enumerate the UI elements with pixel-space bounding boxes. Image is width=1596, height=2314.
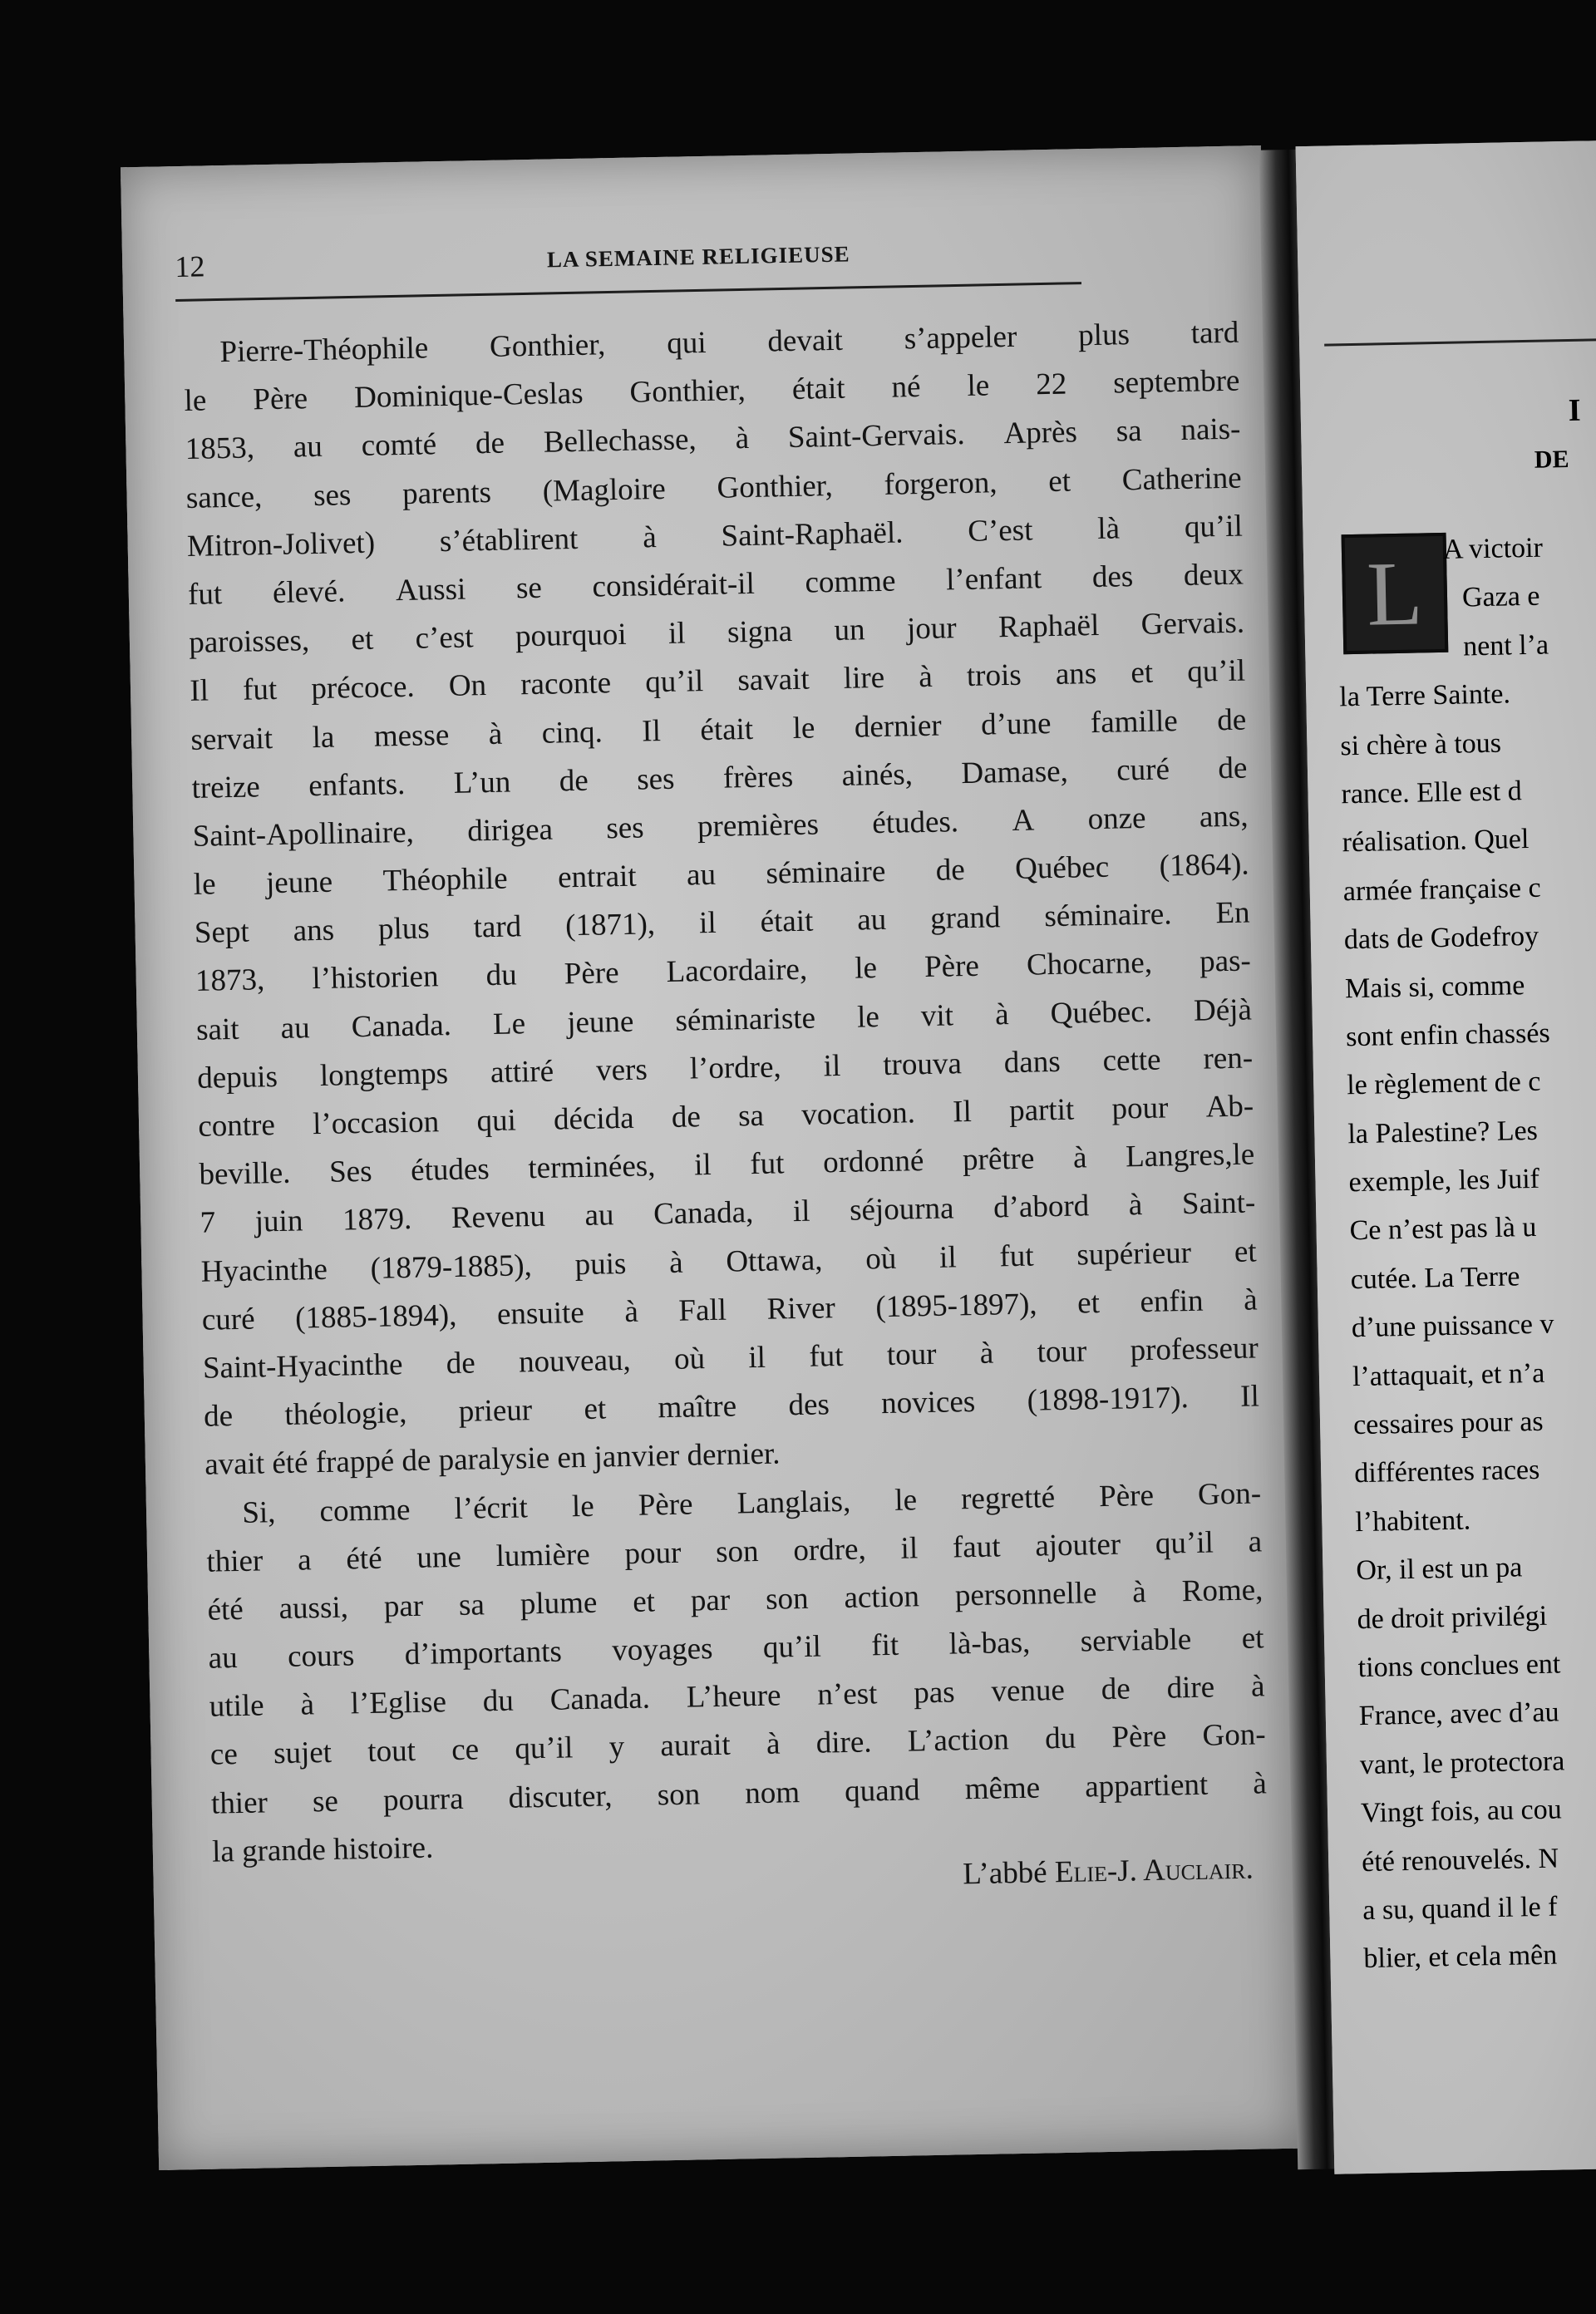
right-text-line: sont enfin chassés [1345,1017,1550,1053]
text-line: de théologie, prieur et maître des novices (1898-1917). Il [203,1379,1260,1434]
text-line: fut élevé. Aussi se considérait-il comme l’enfant des deux [187,557,1244,612]
right-text-line: armée française c [1342,872,1541,908]
right-text-line: tions conclues ent [1357,1648,1561,1684]
right-header-rule [1324,337,1596,347]
text-line: la grande histoire. [211,1830,434,1869]
text-line: depuis longtemps attiré vers l’ordre, il trouva dans cette ren- [196,1041,1254,1095]
text-line: le jeune Théophile entrait au séminaire de Québec (1864). [193,847,1249,902]
running-title: LA SEMAINE RELIGIEUSE [546,241,850,273]
text-line: 1873, l’historien du Père Lacordaire, le Père Chocarne, pas- [195,943,1252,999]
right-heading-2: DE [1534,445,1569,474]
text-line: Saint-Hyacinthe de nouveau, où il fut tour à tour professeur [202,1331,1259,1386]
text-line: sait au Canada. Le jeune séminariste le vit à Québec. Déjà [195,992,1253,1047]
right-heading-1: I [1568,392,1581,428]
right-text-line: la Terre Sainte. [1338,678,1511,713]
right-text-line: l’habitent. [1355,1504,1471,1538]
right-text-line: de droit privilégi [1357,1600,1548,1635]
signature-prefix: L’abbé [962,1855,1056,1892]
article-body [183,309,1268,1913]
right-text-line: Vingt fois, au cou [1360,1794,1562,1829]
right-page [1296,140,1596,2174]
signature-name: Elie-J. Auclair. [1054,1851,1254,1890]
right-text-line: été renouvelés. N [1361,1843,1559,1878]
text-line: treize enfants. L’un de ses frères ainés, Damase, curé de [191,751,1248,805]
right-text-line: Gaza e [1461,581,1540,613]
text-line: au cours d’importants voyages qu’il fit là-bas, serviable et [208,1621,1264,1676]
right-text-line: si chère à tous [1340,727,1502,761]
text-line: été aussi, par sa plume et par son action personnelle à Rome, [207,1573,1264,1627]
right-page-text [1336,524,1574,1984]
text-line: paroisses, et c’est pourquoi il signa un jour Raphaël Gervais. [188,605,1245,661]
right-text-line: exemple, les Juif [1348,1163,1540,1199]
text-line: avait été frappé de paralysie en janvier dernier. [204,1436,781,1483]
right-text-line: Mais si, comme [1344,969,1525,1004]
right-text-line: Or, il est un pa [1356,1552,1523,1587]
right-text-line: l’attaquait, et n’a [1352,1357,1545,1392]
right-text-line: réalisation. Quel [1342,824,1530,859]
text-line: contre l’occasion qui décida de sa vocation. Il partit pour Ab- [198,1089,1254,1144]
text-line: Si, comme l’écrit le Père Langlais, le regretté Père Gon- [241,1475,1262,1530]
text-line: utile à l’Eglise du Canada. L’heure n’est pas venue de dire à [209,1669,1265,1724]
right-text-line: cutée. La Terre [1350,1261,1520,1296]
text-line: servait la messe à cinq. Il était le dernier d’une famille de [190,702,1247,757]
page-number: 12 [175,249,205,283]
text-line: Mitron-Jolivet) s’établirent à Saint-Raphaël. C’est là qu’il [186,509,1244,564]
text-line: sance, ses parents (Magloire Gonthier, forgeron, et Catherine [185,460,1243,515]
text-line: ce sujet tout ce qu’il y aurait à dire. L’action du Père Gon- [209,1717,1266,1773]
text-line: curé (1885-1894), ensuite à Fall River (1895-1897), et enfin à [201,1283,1258,1337]
text-line: Saint-Apollinaire, dirigea ses premières études. A onze ans, [192,799,1249,854]
text-line: Hyacinthe (1879-1885), puis à Ottawa, où il fut supérieur et [200,1233,1257,1289]
right-text-line: rance. Elle est d [1341,775,1522,810]
right-text-line: d’une puissance v [1351,1308,1554,1344]
right-text-line: A victoir [1442,532,1544,565]
text-line: Il fut précoce. On raconte qu’il savait lire à trois ans et qu’il [189,653,1246,709]
right-text-line: la Palestine? Les [1347,1115,1539,1150]
right-text-line: France, avec d’au [1358,1696,1559,1732]
text-line: thier a été une lumière pour son ordre, il faut ajouter qu’il a [206,1524,1263,1579]
text-line: thier se pourra discuter, son nom quand même appartient à [210,1765,1268,1821]
text-line: 1853, au comté de Bellechasse, à Saint-Gervais. Après sa nais- [185,411,1241,467]
text-line: Pierre-Théophile Gonthier, qui devait s’appeler plus tard [219,315,1239,370]
right-text-line: nent l’a [1462,629,1549,662]
right-text-line: vant, le protectora [1359,1745,1565,1780]
text-line: 7 juin 1879. Revenu au Canada, il séjourna d’abord à Saint- [200,1185,1256,1241]
right-text-line: différentes races [1353,1455,1540,1489]
right-text-line: le règlement de c [1346,1066,1541,1101]
text-line: le Père Dominique-Ceslas Gonthier, était né le 22 septembre [184,363,1240,419]
text-line: beville. Ses études terminées, il fut ordonné prêtre à Langres,le [199,1137,1255,1192]
right-text-line: Ce n’est pas là u [1349,1212,1537,1247]
right-text-line: blier, et cela mên [1363,1939,1558,1975]
drop-cap-letter: L [1366,542,1424,645]
right-text-line: dats de Godefroy [1343,920,1539,956]
right-text-line: a su, quand il le f [1362,1891,1558,1926]
text-line: Sept ans plus tard (1871), il était au grand séminaire. En [194,895,1250,951]
right-text-line: cessaires pour as [1352,1406,1544,1441]
